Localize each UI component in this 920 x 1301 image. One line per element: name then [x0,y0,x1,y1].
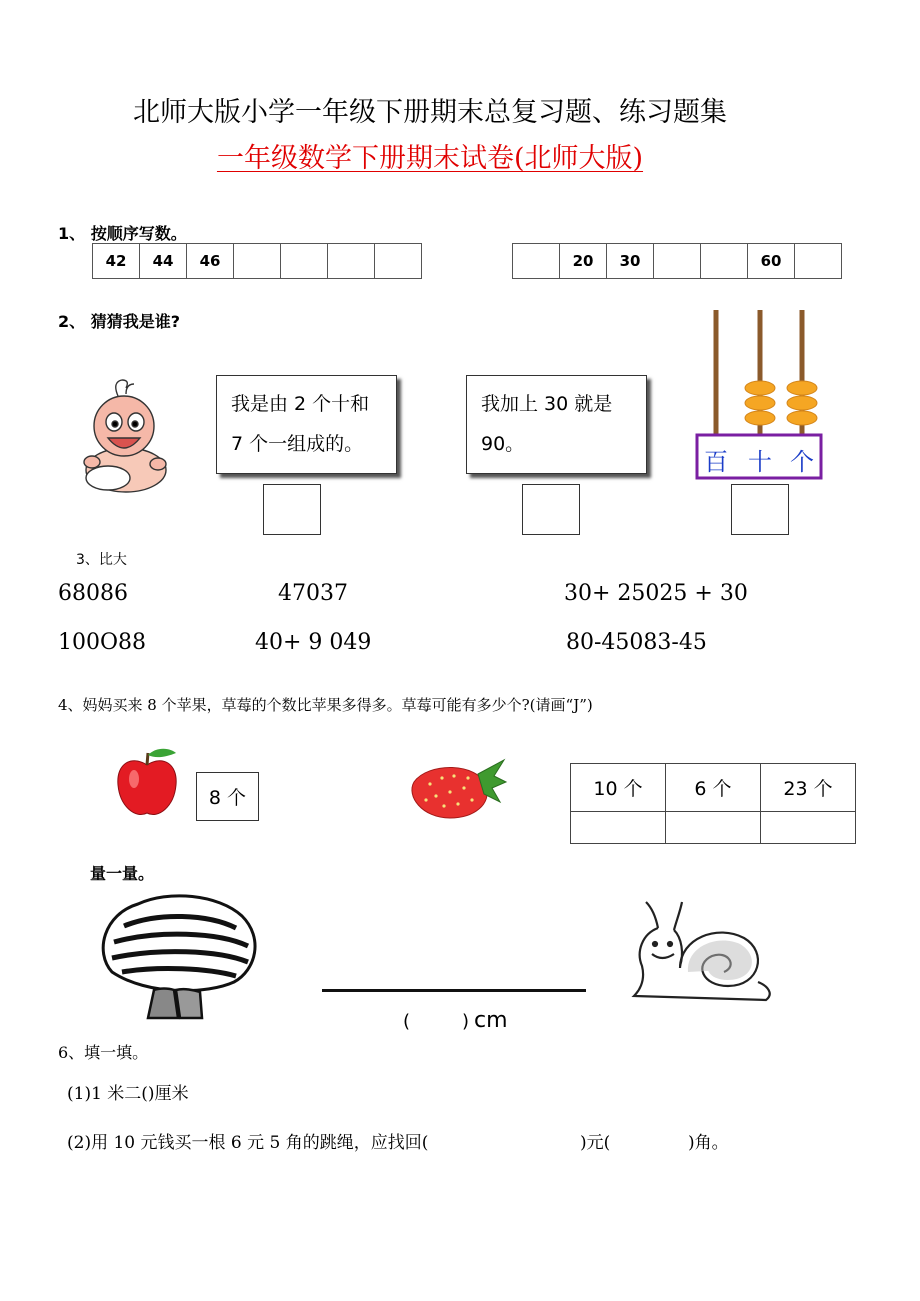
seq1-cell[interactable] [281,244,328,279]
measure-unit: cm [474,1008,508,1033]
answer-box-1[interactable] [263,484,321,535]
abacus-illustration [694,308,824,482]
seq2-cell[interactable] [513,244,560,279]
answer-box-2[interactable] [522,484,580,535]
apple-icon [114,745,180,819]
abacus-bead [787,411,817,425]
speech-bubble-2 [466,375,647,474]
seq2-cell: 60 [748,244,795,279]
snail-illustration [628,894,774,1004]
abacus-bead [745,396,775,410]
seq1-cell[interactable] [234,244,281,279]
abacus-label-ones: 个 [790,448,814,476]
strawberry-icon [408,756,508,822]
seq1-cell: 42 [93,244,140,279]
seq1-cell: 46 [187,244,234,279]
q1-sequence-2 [512,243,842,279]
q6-item2-part-c: )角。 [688,1133,729,1153]
bubble2-line1: 我加上 30 就是 [481,393,613,415]
seq2-cell[interactable] [654,244,701,279]
seq2-cell: 30 [607,244,654,279]
tree-illustration [98,892,260,1022]
option-10: 10 个 [571,764,666,812]
compare-1-2: 47037 [278,581,348,606]
bubble1-line1: 我是由 2 个十和 [231,393,370,415]
seq1-cell[interactable] [328,244,375,279]
compare-2-1: 100O88 [58,630,147,655]
compare-2-3: 80-45083-45 [566,630,707,655]
q6-heading: 6、填一填。 [58,1043,149,1062]
abacus-bead [745,381,775,395]
q1-heading: 1、 按顺序写数。 [58,224,187,243]
q5-heading: 量一量。 [90,864,155,883]
page-subtitle: 一年级数学下册期末试卷(北师大版) [216,143,644,174]
compare-1-1: 68086 [58,581,128,606]
check-cell-10[interactable] [571,812,666,844]
speech-bubble-1 [216,375,397,474]
abacus-bead [745,411,775,425]
q4-question: 4、妈妈买来 8 个苹果，草莓的个数比苹果多得多。草莓可能有多少个?(请画“J”) [58,696,593,714]
option-6: 6 个 [666,764,761,812]
apple-count-box: 8 个 [196,772,259,821]
check-cell-6[interactable] [666,812,761,844]
abacus-label-hundreds: 百 [704,448,728,476]
q6-item1: (1)1 米二()厘米 [67,1084,189,1104]
abacus-bead [787,396,817,410]
seq1-cell[interactable] [375,244,422,279]
seq2-cell[interactable] [701,244,748,279]
seq2-cell: 20 [560,244,607,279]
seq2-cell[interactable] [795,244,842,279]
compare-2-2: 40+ 9 049 [255,630,372,655]
strawberry-options-table [570,763,856,844]
q2-heading: 2、 猜猜我是谁? [58,312,180,331]
option-23: 23 个 [761,764,856,812]
q6-item2-part-a: (2)用 10 元钱买一根 6 元 5 角的跳绳，应找回( [67,1133,429,1153]
measure-line [322,989,586,992]
baby-illustration [78,378,174,496]
q1-sequence-1 [92,243,422,279]
measure-open-paren: ( [403,1011,411,1032]
measure-close-paren: ) [462,1011,470,1032]
abacus-bead [787,381,817,395]
seq1-cell: 44 [140,244,187,279]
abacus-label-tens: 十 [748,448,772,476]
q3-heading: 3、比大 [76,552,127,568]
answer-box-3[interactable] [731,484,789,535]
q6-item2-part-b: )元( [580,1133,611,1153]
page-title: 北师大版小学一年级下册期末总复习题、练习题集 [133,97,727,128]
bubble2-line2: 90。 [481,433,525,455]
check-cell-23[interactable] [761,812,856,844]
compare-1-3: 30+ 25025 + 30 [564,581,748,606]
bubble1-line2: 7 个一组成的。 [231,433,364,455]
